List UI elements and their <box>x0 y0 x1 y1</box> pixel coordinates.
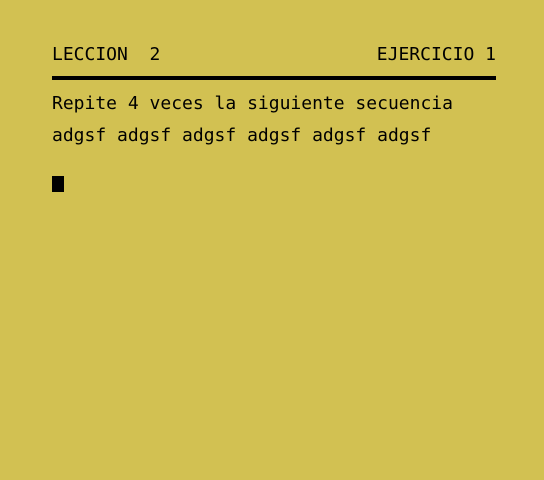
text-cursor[interactable] <box>52 176 64 192</box>
instruction-text: Repite 4 veces la siguiente secuencia <box>52 93 453 114</box>
exercise-header <box>52 44 496 68</box>
lesson-label: LECCION 2 <box>52 44 161 65</box>
header-divider <box>52 76 496 80</box>
practice-sequence: adgsf adgsf adgsf adgsf adgsf adgsf <box>52 125 432 146</box>
exercise-label: EJERCICIO 1 <box>376 44 496 65</box>
